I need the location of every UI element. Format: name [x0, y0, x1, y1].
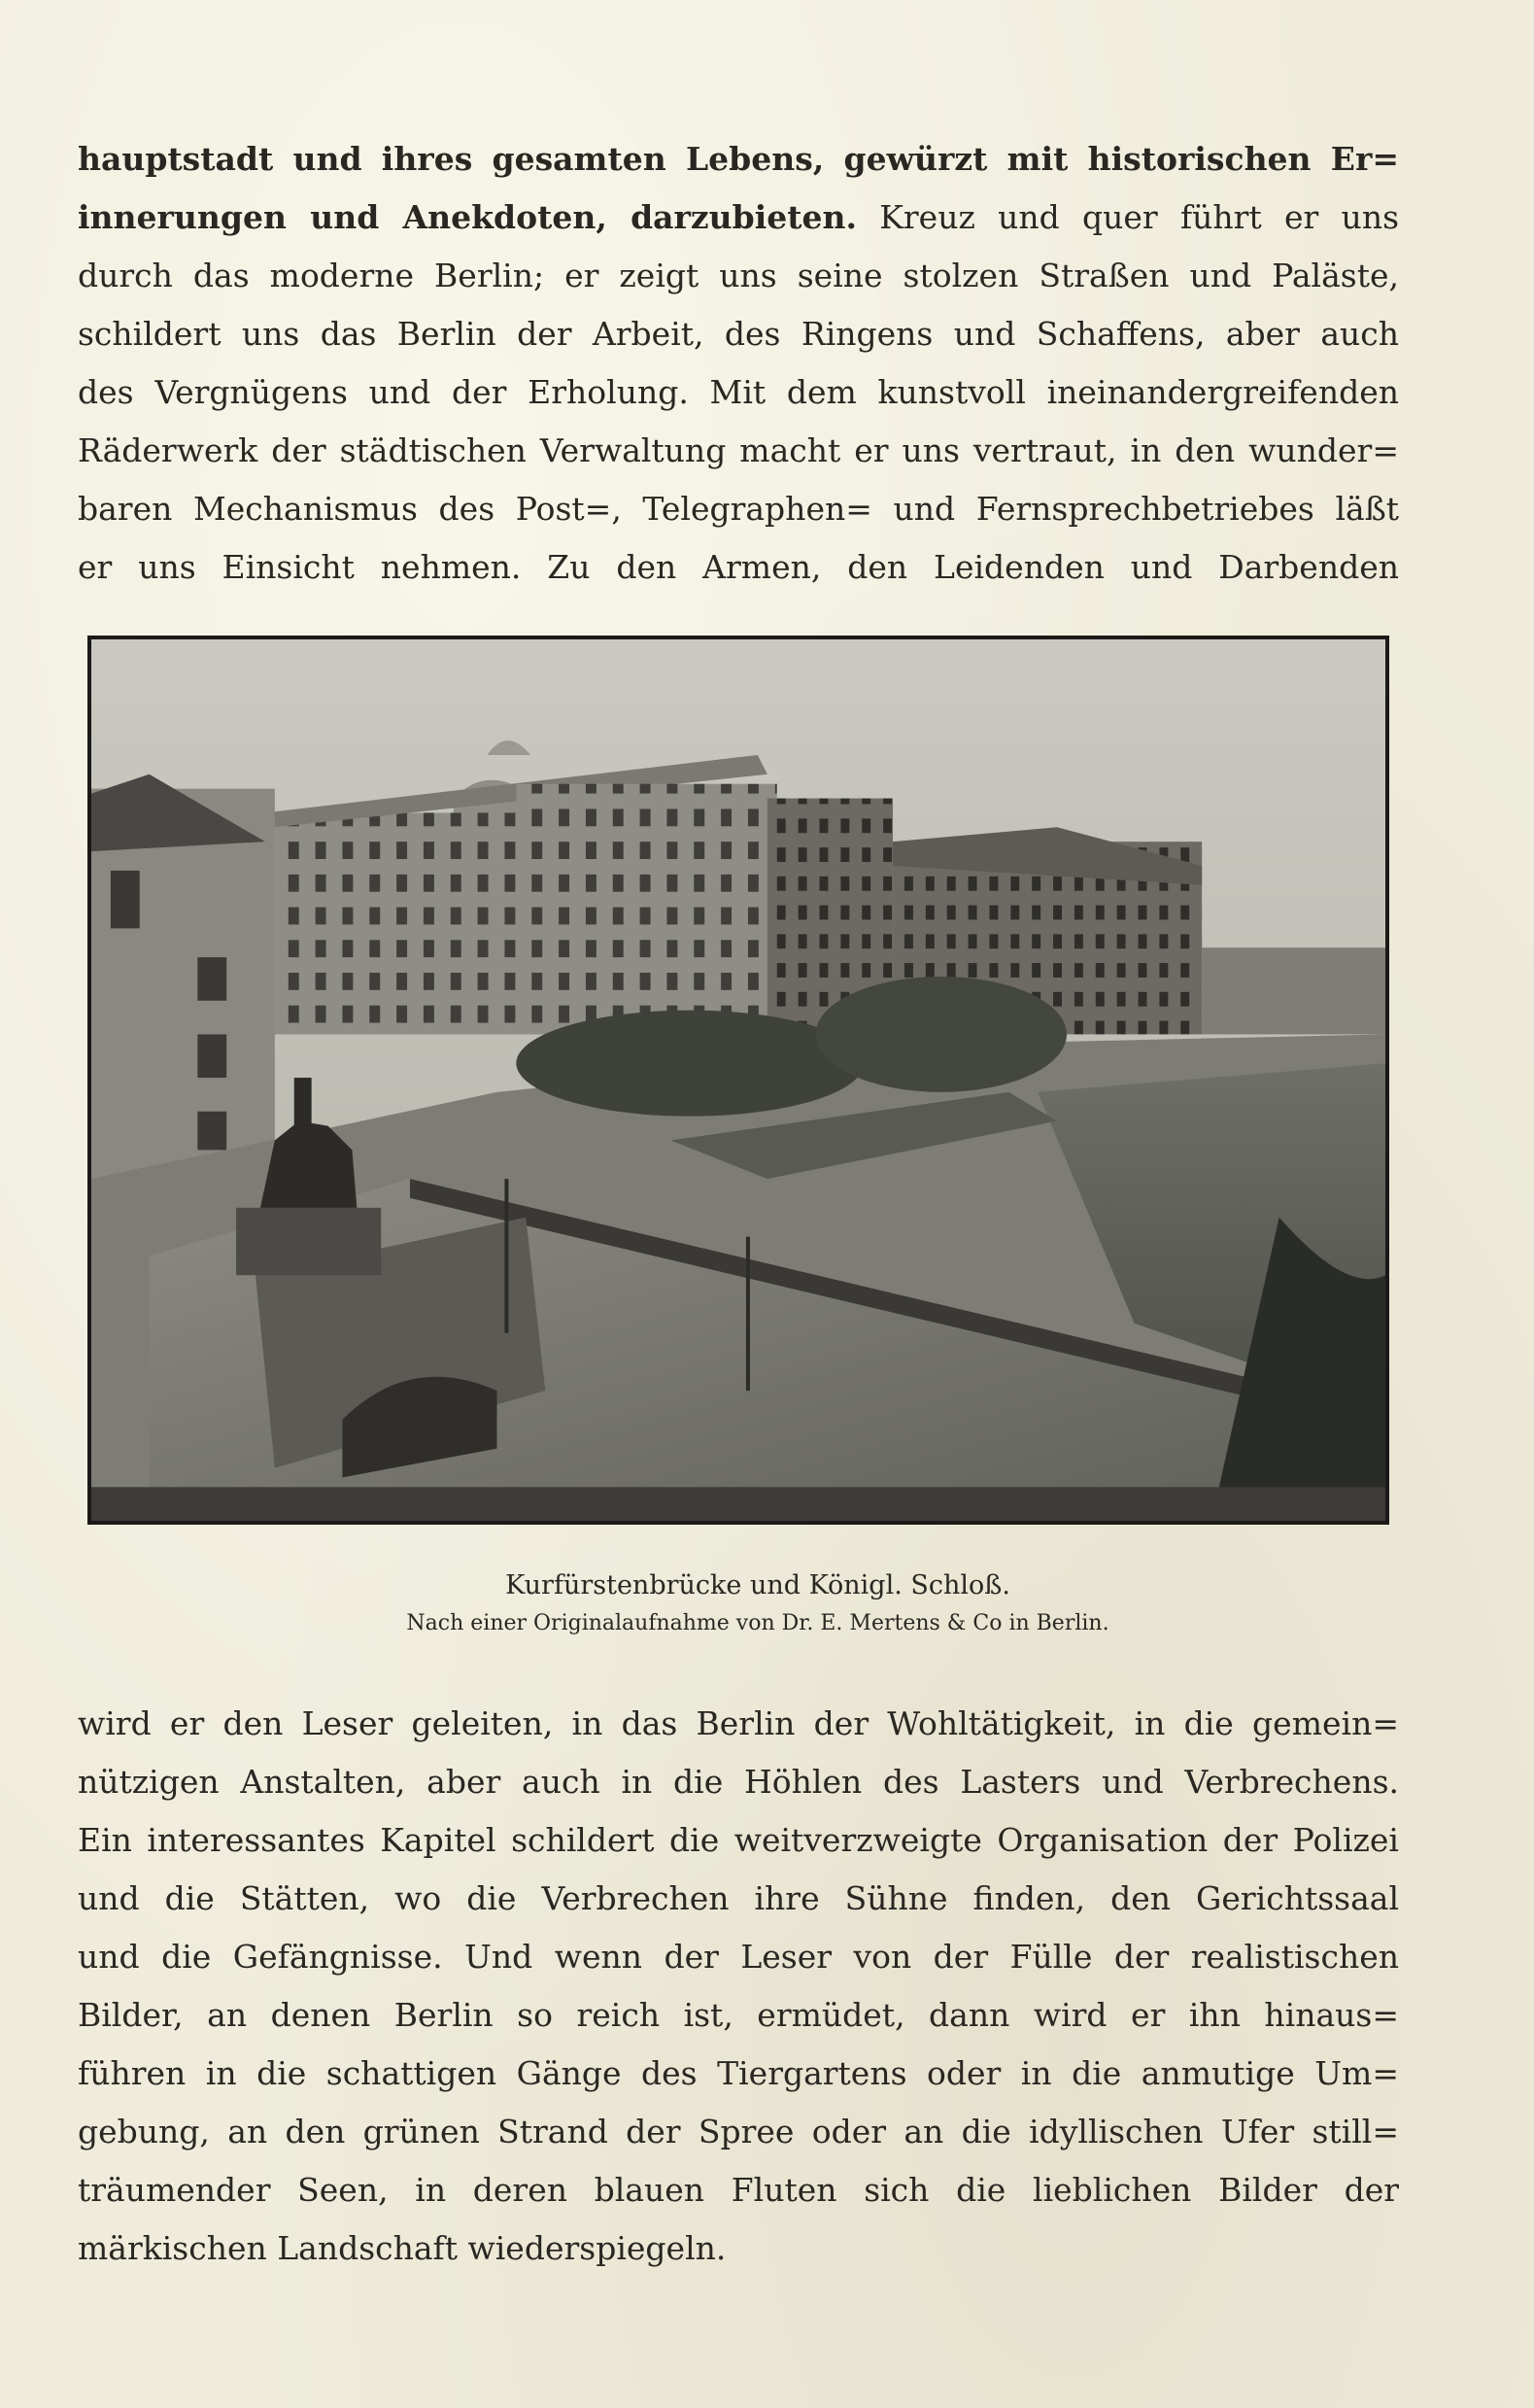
figure-credit: Nach einer Originalaufnahme von Dr. E. Mertens & Co in Berlin. — [406, 1611, 1109, 1635]
text-line: des Vergnügens und der Erholung. Mit dem kunstvoll ineinandergreifenden — [78, 373, 1399, 411]
text-line: schildert uns das Berlin der Arbeit, des Ringens und Schaffens, aber auch — [78, 315, 1399, 353]
text-line: führen in die schattigen Gänge des Tiergartens oder in die anmutige Um= — [78, 2054, 1399, 2092]
figure-caption: Kurfürstenbrücke und Königl. Schloß. — [505, 1570, 1010, 1600]
text-line — [78, 189, 1399, 247]
trees — [516, 1011, 864, 1117]
bold-text: hauptstadt und ihres gesamten Lebens, gewürzt mit historischen Er= — [78, 140, 1399, 178]
text-line: durch das moderne Berlin; er zeigt uns seine stolzen Straßen und Paläste, — [78, 257, 1399, 294]
text-line: Räderwerk der städtischen Verwaltung macht er uns vertraut, in den wunder= — [78, 431, 1399, 469]
top-paragraph — [78, 130, 1399, 597]
text-line: er uns Einsicht nehmen. Zu den Armen, den Leidenden und Darbenden — [78, 548, 1399, 586]
bold-text: innerungen und Anekdoten, darzubieten. — [78, 198, 857, 236]
text-line: märkischen Landschaft wiederspiegeln. — [78, 2229, 727, 2267]
text-line: baren Mechanismus des Post=, Telegraphen= und Fernsprechbetriebes läßt — [78, 490, 1399, 528]
corner-building — [91, 789, 275, 1203]
text-line: gebung, an den grünen Strand der Spree oder an die idyllischen Ufer still= — [78, 2113, 1399, 2150]
text-line: nützigen Anstalten, aber auch in die Höhlen des Lasters und Verbrechens. — [78, 1763, 1399, 1801]
photo-kurfuerstenbruecke — [87, 636, 1389, 1525]
text-line: und die Stätten, wo die Verbrechen ihre Sühne finden, den Gerichtssaal — [78, 1879, 1399, 1917]
text-line: wird er den Leser geleiten, in das Berlin der Wohltätigkeit, in die gemein= — [78, 1704, 1399, 1742]
text-line: träumender Seen, in deren blauen Fluten sich die lieblichen Bilder der — [78, 2171, 1399, 2209]
regular-text: Kreuz und quer führt er uns — [856, 198, 1399, 236]
text-line: Ein interessantes Kapitel schildert die weitverzweigte Organisation der Polizei — [78, 1821, 1399, 1859]
text-line — [78, 130, 1399, 189]
photo-illustration — [91, 639, 1385, 1521]
text-line: und die Gefängnisse. Und wenn der Leser von der Fülle der realistischen — [78, 1938, 1399, 1976]
text-line: Bilder, an denen Berlin so reich ist, ermüdet, dann wird er ihn hinaus= — [78, 1996, 1399, 2034]
monument-pedestal — [236, 1208, 381, 1275]
bottom-paragraph — [78, 1695, 1399, 2278]
